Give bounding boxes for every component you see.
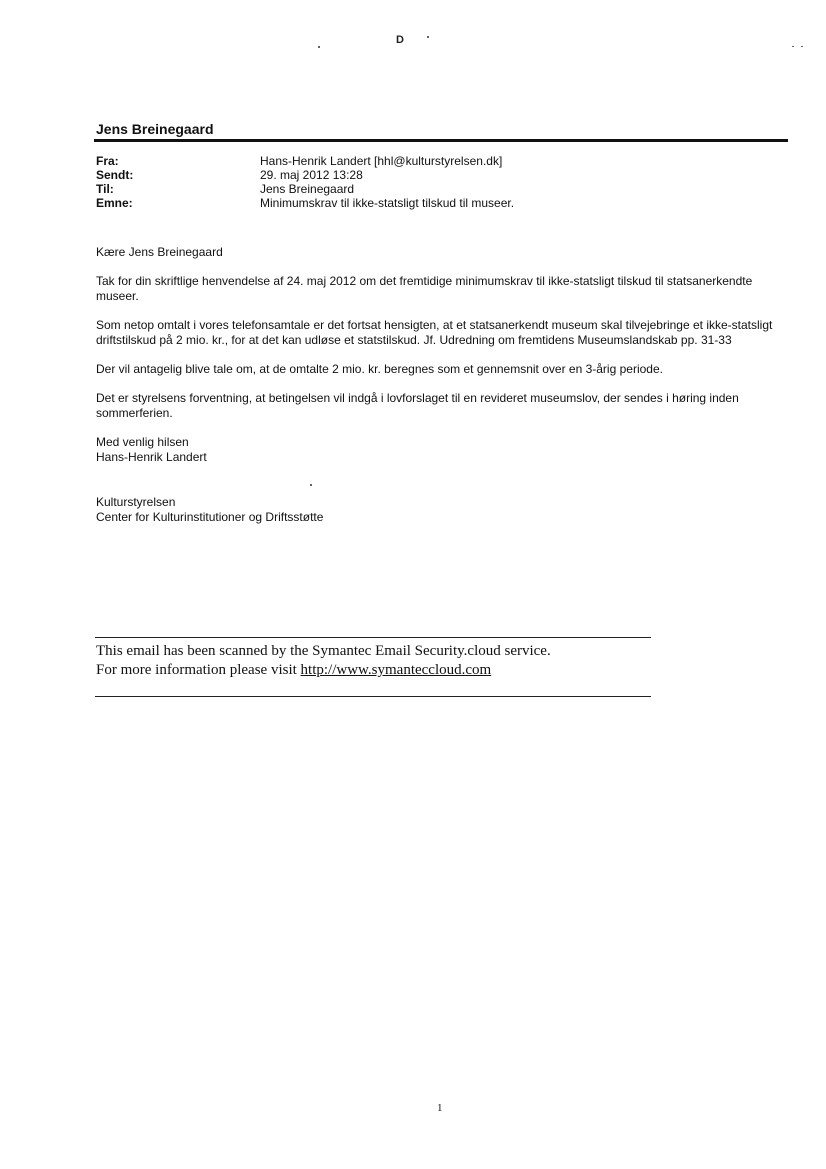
greeting: Kære Jens Breinegaard [96,245,223,259]
meta-from-row [96,154,514,168]
meta-subject-row [96,196,514,210]
to-value: Jens Breinegaard [260,182,355,196]
subject-label: Emne: [96,196,133,210]
subject-value: Minimumskrav til ikke-statsligt tilskud til museer. [260,196,515,210]
page-number: 1 [437,1102,443,1114]
signature-spacer [96,465,786,495]
scan-speck [318,46,320,48]
header-divider [94,139,788,142]
scan-mark: D [396,34,404,46]
from-label: Fra: [96,154,119,168]
scan-notice-prefix: For more information please visit [96,662,301,678]
scan-speck [427,36,429,38]
organization-department: Center for Kulturinstitutioner og Driftsstøtte [96,510,324,524]
sent-label: Sendt: [96,168,134,182]
body-paragraph-4: Det er styrelsens forventning, at betingelsen vil indgå i lovforslaget til en revideret museumslov, der sendes i høring inden sommerferien. [96,391,739,420]
scan-speck [792,46,794,47]
scan-notice-bottom-rule [95,696,651,697]
meta-sent-row [96,168,514,182]
scan-speck [801,46,803,47]
closing: Med venlig hilsen [96,435,189,449]
scan-notice-text [95,638,651,680]
scan-notice-line-2 [96,661,651,680]
body-paragraph-2: Som netop omtalt i vores telefonsamtale er det fortsat hensigten, at et statsanerkendt museum skal tilvejebringe et ikke-statsligt driftstilskud på 2 mio. kr., for at det kan udløse et statstilskud. Jf. Udredning om fremtidens Museumslandskab pp. 31-33 [96,318,773,347]
sent-value: 29. maj 2012 13:28 [260,168,363,182]
meta-to-row [96,182,514,196]
scan-notice [95,637,651,697]
to-label: Til: [96,182,114,196]
scan-notice-line-1: This email has been scanned by the Symantec Email Security.cloud service. [96,643,551,659]
body-paragraph-1: Tak for din skriftlige henvendelse af 24. maj 2012 om det fremtidige minimumskrav til ikke-statsligt tilskud til statsanerkendte museer. [96,274,753,303]
email-body [96,245,786,525]
symantec-link[interactable]: http://www.symanteccloud.com [300,662,492,678]
from-value: Hans-Henrik Landert [hhl@kulturstyrelsen.dk] [260,154,503,168]
organization-name: Kulturstyrelsen [96,495,176,509]
signer-name: Hans-Henrik Landert [96,450,207,464]
email-meta [96,154,514,210]
body-paragraph-3: Der vil antagelig blive tale om, at de omtalte 2 mio. kr. beregnes som et gennemsnit over en 3-årig periode. [96,362,663,376]
mailbox-owner-name: Jens Breinegaard [96,121,214,137]
